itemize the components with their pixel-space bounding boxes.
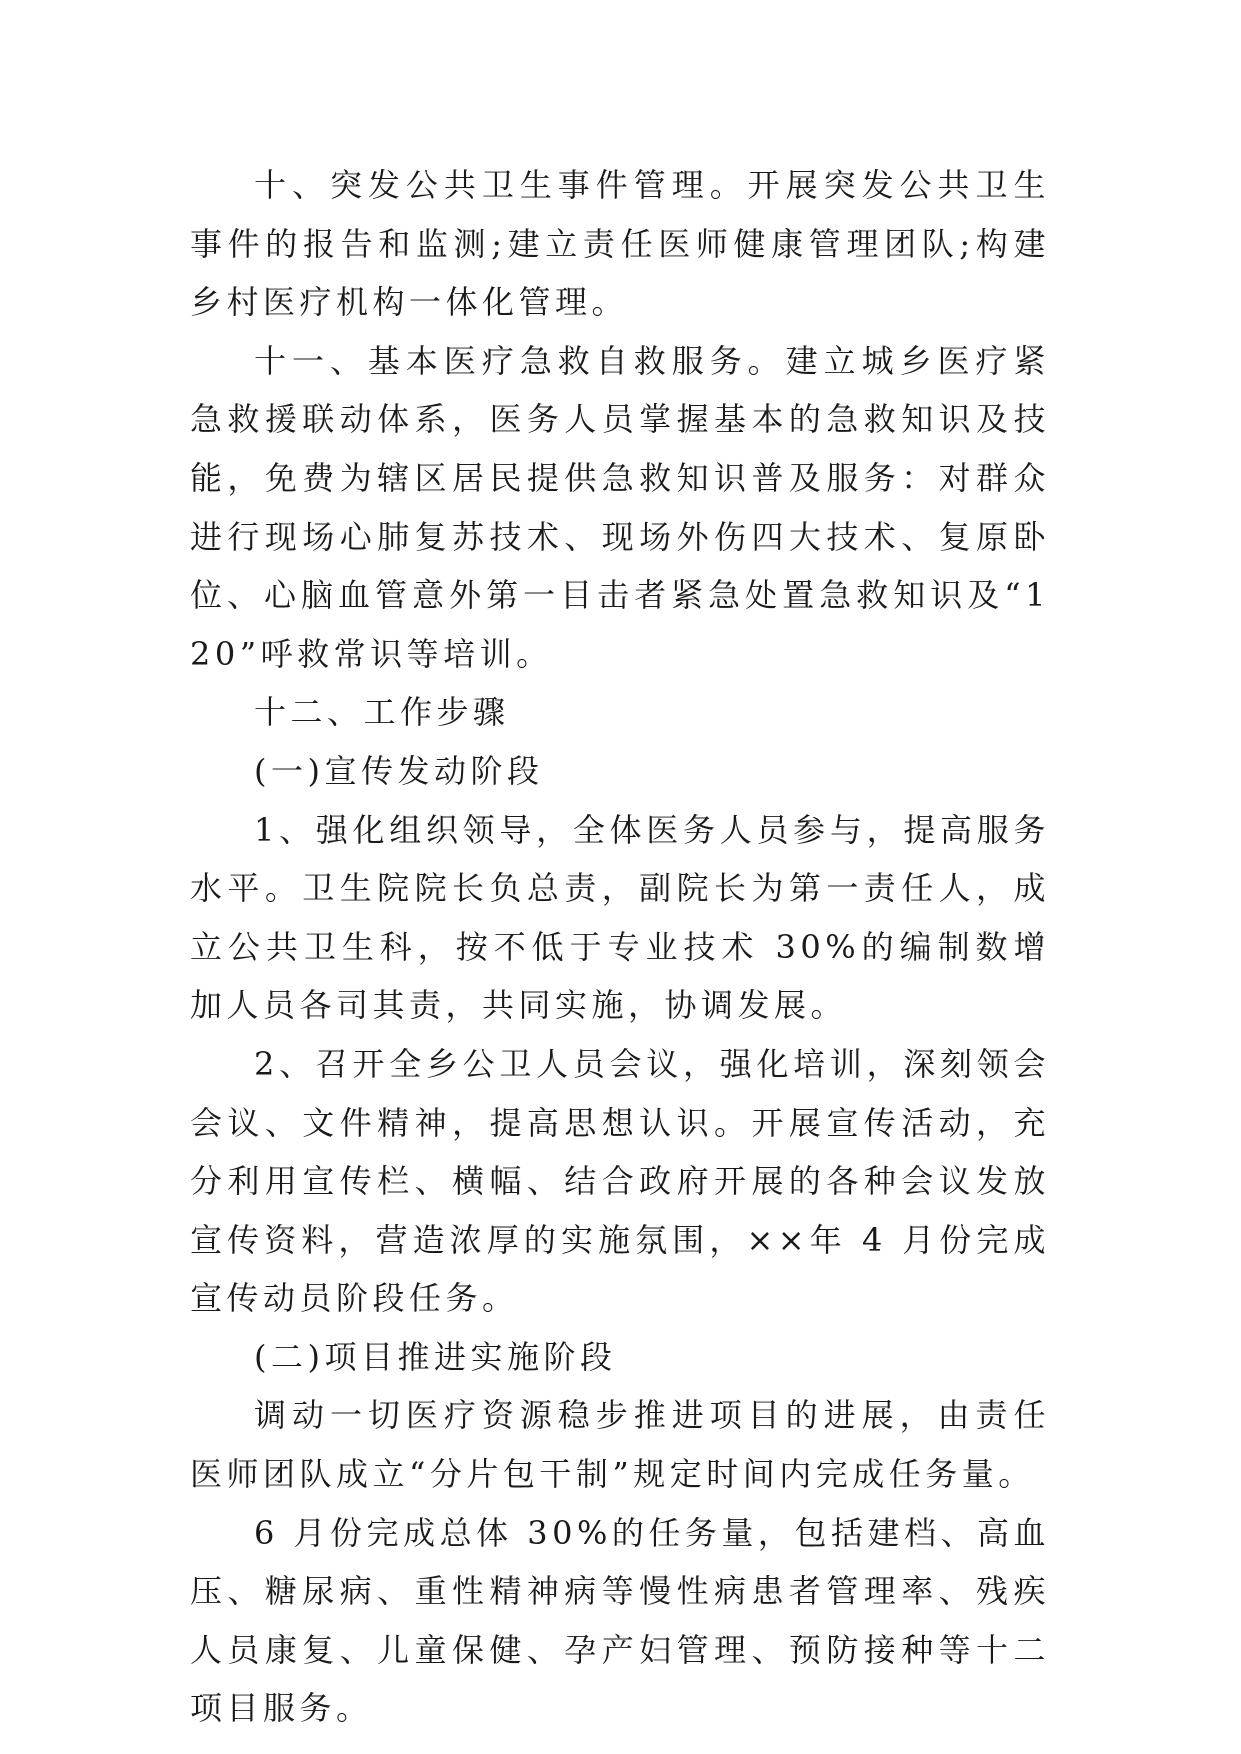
paragraph-organization-leadership: 1、强化组织领导，全体医务人员参与，提高服务水平。卫生院院长负总责，副院长为第一责任人，成立公共卫生科，按不低于专业技术 30%的编制数增加人员各司其责，共同实施，协调发展。 bbox=[190, 810, 1050, 1025]
heading-publicity-stage: (一)宣传发动阶段 bbox=[254, 751, 544, 790]
paragraph-mobilize-resources: 调动一切医疗资源稳步推进项目的进展，由责任医师团队成立“分片包干制”规定时间内完成任务量。 bbox=[190, 1396, 1050, 1494]
paragraph-june-targets: 6 月份完成总体 30%的任务量，包括建档、高血压、糖尿病、重性精神病等慢性病患者管理率、残疾人员康复、儿童保健、孕产妇管理、预防接种等十二项目服务。 bbox=[190, 1513, 1050, 1728]
paragraph-staff-meeting: 2、召开全乡公卫人员会议，强化培训，深刻领会会议、文件精神，提高思想认识。开展宣传活动，充分利用宣传栏、横幅、结合政府开展的各种会议发放宣传资料，营造浓厚的实施氛围，××年 4 月份完成宣传动员阶段任务。 bbox=[190, 1044, 1050, 1318]
heading-implementation-stage: (二)项目推进实施阶段 bbox=[254, 1337, 617, 1376]
paragraph-emergency-public-health: 十、突发公共卫生事件管理。开展突发公共卫生事件的报告和监测;建立责任医师健康管理团队;构建乡村医疗机构一体化管理。 bbox=[190, 166, 1050, 322]
heading-work-steps: 十二、工作步骤 bbox=[254, 693, 510, 732]
paragraph-first-aid-service: 十一、基本医疗急救自救服务。建立城乡医疗紧急救援联动体系，医务人员掌握基本的急救知识及技能，免费为辖区居民提供急救知识普及服务：对群众进行现场心肺复苏技术、现场外伤四大技术、复原卧位、心脑血管意外第一目击者紧急处置急救知识及“120”呼救常识等培训。 bbox=[190, 341, 1050, 673]
document-body bbox=[190, 156, 1050, 1738]
